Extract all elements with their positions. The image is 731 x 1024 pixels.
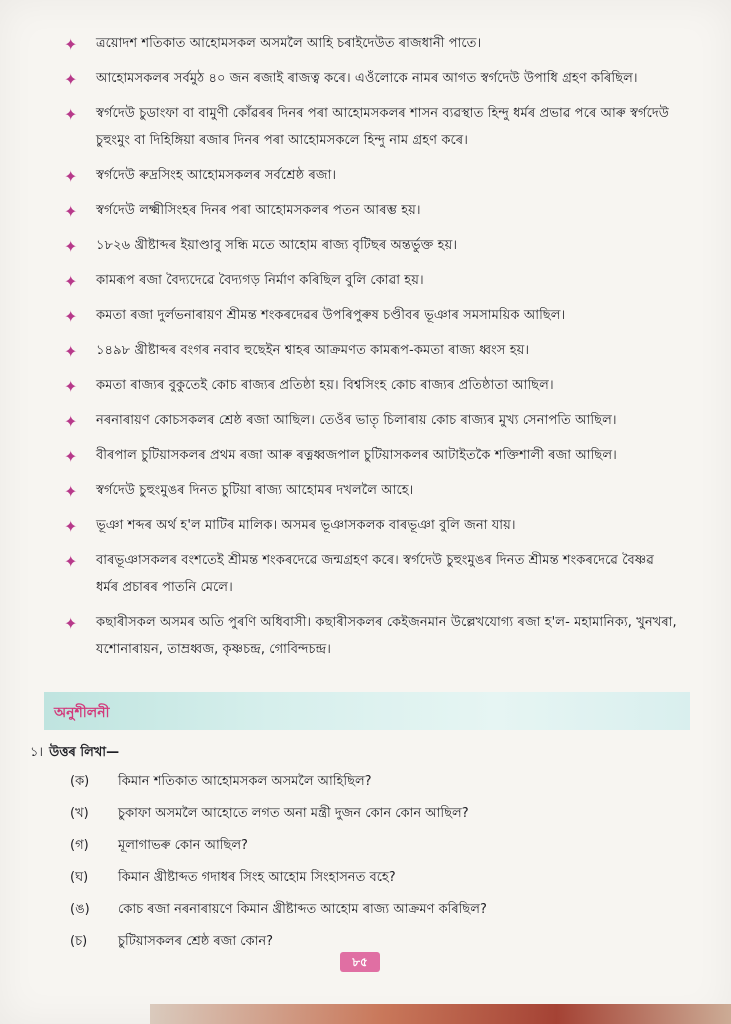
question-label: (ক) [70, 774, 90, 789]
bullet-star-icon: ✦ [64, 412, 78, 431]
question-text: মূলাগাভৰু কোন আছিল? [118, 838, 248, 853]
bullet-item [0, 512, 731, 539]
bullet-item [0, 337, 731, 364]
question-label: (ঘ) [70, 870, 89, 885]
question-text: কোচ ৰজা নৰনাৰায়ণে কিমান খ্ৰীষ্টাব্দত আহোম ৰাজ্য আক্ৰমণ কৰিছিল? [118, 902, 487, 917]
bullet-item [0, 100, 731, 154]
bullet-text: বীৰপাল চুটিয়াসকলৰ প্ৰথম ৰজা আৰু ৰত্নধ্বজপাল চুটিয়াসকলৰ আটাইতকৈ শক্তিশালী ৰজা আছিল। [96, 448, 617, 463]
bullet-item [0, 232, 731, 259]
exercise-section-banner [44, 692, 690, 730]
bullet-star-icon: ✦ [64, 167, 78, 186]
bullet-text: স্বৰ্গদেউ চুহুংমুঙৰ দিনত চুটিয়া ৰাজ্য আহোমৰ দখললৈ আহে। [96, 483, 414, 498]
bullet-star-icon: ✦ [64, 237, 78, 256]
question-text: কিমান খ্ৰীষ্টাব্দত গদাধৰ সিংহ আহোম সিংহাসনত বহে? [118, 870, 396, 885]
question-label: (চ) [70, 934, 88, 949]
question-item [0, 898, 731, 926]
exercise-section-title: অনুশীলনী [54, 705, 110, 721]
bullet-text: নৰনাৰায়ণ কোচসকলৰ শ্ৰেষ্ঠ ৰজা আছিল। তেওঁৰ ভাতৃ চিলাৰায় কোচ ৰাজ্যৰ মুখ্য সেনাপতি আছিল। [96, 413, 617, 428]
bullet-star-icon: ✦ [64, 447, 78, 466]
question-text: কিমান শতিকাত আহোমসকল অসমলৈ আহিছিল? [118, 774, 372, 789]
question-item [0, 770, 731, 798]
bullet-item [0, 442, 731, 469]
bullet-text: আহোমসকলৰ সৰ্বমুঠ ৪০ জন ৰজাই ৰাজত্ব কৰে। এওঁলোকে নামৰ আগত স্বৰ্গদেউ উপাধি গ্ৰহণ কৰিছিল। [96, 71, 638, 86]
question-text: চুটিয়াসকলৰ শ্ৰেষ্ঠ ৰজা কোন? [118, 934, 274, 949]
bullet-star-icon: ✦ [64, 614, 78, 633]
bullet-text: ভূঞা শব্দৰ অৰ্থ হ'ল মাটিৰ মালিক। অসমৰ ভূঞাসকলক বাৰভূঞা বুলি জনা যায়। [96, 518, 516, 533]
bullet-item [0, 302, 731, 329]
question-item [0, 834, 731, 862]
bullet-text: কছাৰীসকল অসমৰ অতি পুৰণি অধিবাসী। কছাৰীসকলৰ কেইজনমান উল্লেখযোগ্য ৰজা হ'ল- মহামানিক্য, খুনখৰা, যশোনাৰায়ন, তাম্ৰধ্বজ, কৃষ্ণচন্দ্ৰ, গোবিন্দচন্দ্ৰ। [96, 615, 677, 657]
question-item [0, 866, 731, 894]
bullet-star-icon: ✦ [64, 482, 78, 501]
bullet-star-icon: ✦ [64, 342, 78, 361]
bullet-item [0, 65, 731, 92]
bullet-star-icon: ✦ [64, 105, 78, 124]
bullet-star-icon: ✦ [64, 70, 78, 89]
exercise-instruction [30, 743, 119, 764]
summary-bullet-list [0, 30, 731, 671]
question-item [0, 802, 731, 830]
bullet-item [0, 162, 731, 189]
bullet-text: কমতা ৰাজ্যৰ বুকুতেই কোচ ৰাজ্যৰ প্ৰতিষ্ঠা হয়। বিশ্বসিংহ কোচ ৰাজ্যৰ প্ৰতিষ্ঠাতা আছিল। [96, 378, 554, 393]
bullet-text: ত্ৰয়োদশ শতিকাত আহোমসকল অসমলৈ আহি চৰাইদেউত ৰাজধানী পাতে। [96, 36, 482, 51]
bottom-edge-photo [150, 1004, 731, 1024]
bullet-text: স্বৰ্গদেউ ৰুদ্ৰসিংহ আহোমসকলৰ সৰ্বশ্ৰেষ্ঠ ৰজা। [96, 168, 337, 183]
bullet-item [0, 477, 731, 504]
bullet-item [0, 609, 731, 663]
bullet-text: স্বৰ্গদেউ চুডাংফা বা বামুণী কোঁৱৰৰ দিনৰ পৰা আহোমসকলৰ শাসন ব্যৱস্থাত হিন্দু ধৰ্মৰ প্ৰভাৱ পৰে আৰু স্বৰ্গদেউ চুহুংমুং বা দিহিঙ্গিয়া ৰজাৰ দিনৰ পৰা আহোমসকলে হিন্দু নাম গ্ৰহণ কৰে। [96, 106, 669, 148]
bullet-star-icon: ✦ [64, 517, 78, 536]
bullet-text: ১৪৯৮ খ্ৰীষ্টাব্দৰ বংগৰ নবাব হুছেইন শ্বাহৰ আক্ৰমণত কামৰূপ-কমতা ৰাজ্য ধ্বংস হয়। [96, 343, 530, 358]
bullet-item [0, 407, 731, 434]
bullet-star-icon: ✦ [64, 307, 78, 326]
bullet-item [0, 547, 731, 601]
question-label: (গ) [70, 838, 89, 853]
bullet-item [0, 372, 731, 399]
exercise-instruction-text: উত্তৰ লিখা— [49, 745, 120, 760]
question-label: (ঙ) [70, 902, 90, 917]
bullet-text: ১৮২৬ খ্ৰীষ্টাব্দৰ ইয়াণ্ডাবু সন্ধি মতে আহোম ৰাজ্য বৃটিছৰ অন্তৰ্ভুক্ত হয়। [96, 238, 458, 253]
question-list [0, 770, 731, 962]
question-text: চুকাফা অসমলৈ আহোতে লগত অনা মন্ত্ৰী দুজন কোন কোন আছিল? [118, 806, 469, 821]
bullet-star-icon: ✦ [64, 35, 78, 54]
question-label: (খ) [70, 806, 89, 821]
bullet-item [0, 197, 731, 224]
bullet-star-icon: ✦ [64, 202, 78, 221]
bullet-item [0, 267, 731, 294]
bullet-text: স্বৰ্গদেউ লক্ষ্মীসিংহৰ দিনৰ পৰা আহোমসকলৰ পতন আৰম্ভ হয়। [96, 203, 421, 218]
bullet-text: কামৰূপ ৰজা বৈদ্যদেৱে বৈদ্যগড় নিৰ্মাণ কৰিছিল বুলি কোৱা হয়। [96, 273, 424, 288]
bullet-text: কমতা ৰজা দুৰ্লভনাৰায়ণ শ্ৰীমন্ত শংকৰদেৱৰ উপৰিপুৰুষ চণ্ডীবৰ ভূঞাৰ সমসাময়িক আছিল। [96, 308, 566, 323]
bullet-text: বাৰভূঞাসকলৰ বংশতেই শ্ৰীমন্ত শংকৰদেৱে জন্মগ্ৰহণ কৰে। স্বৰ্গদেউ চুহুংমুঙৰ দিনত শ্ৰীমন্ত শংকৰদেৱে বৈষ্ণৱ ধৰ্মৰ প্ৰচাৰৰ পাতনি মেলে। [96, 553, 654, 595]
exercise-number: ১। [30, 745, 44, 760]
bullet-star-icon: ✦ [64, 272, 78, 291]
bullet-star-icon: ✦ [64, 377, 78, 396]
page-number-badge: ৮৫ [340, 952, 380, 972]
bullet-star-icon: ✦ [64, 552, 78, 571]
bullet-item [0, 30, 731, 57]
